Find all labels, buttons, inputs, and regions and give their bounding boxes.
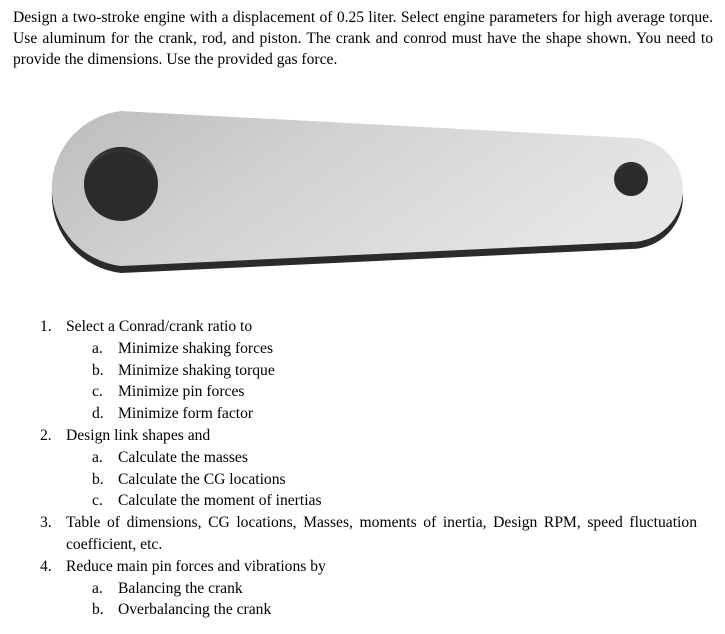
task-list <box>0 316 725 621</box>
subtask-item: a. Balancing the crank <box>92 579 243 597</box>
subtask-item: b. Calculate the CG locations <box>92 470 286 488</box>
subtask-item: b. Overbalancing the crank <box>92 601 272 619</box>
crank-link-figure <box>0 92 725 292</box>
subtask-item: c. Minimize pin forces <box>92 383 245 401</box>
task-number: 1. <box>40 318 52 335</box>
subtask-item: a. Minimize shaking forces <box>92 339 274 357</box>
task-item <box>0 316 725 425</box>
problem-statement: Design a two-stroke engine with a displacement of 0.25 liter. Select engine parameters for high average torque. Use aluminum for the crank, rod, and piston. The crank and conrod must have the shape shown. You need to provide the dimensions. Use the provided gas force. <box>13 9 713 68</box>
subtask-item: c. Calculate the moment of inertias <box>92 492 322 510</box>
task-text: Select a Conrad/crank ratio to <box>66 318 253 335</box>
task-text: Design link shapes and <box>66 426 211 444</box>
task-text: Reduce main pin forces and vibrations by <box>66 557 326 575</box>
task-number: 4. <box>40 557 52 575</box>
task-number: 2. <box>40 426 52 444</box>
subtask-item: b. Minimize shaking torque <box>92 361 275 379</box>
task-item <box>0 425 725 512</box>
task-item <box>0 512 725 556</box>
task-number: 3. <box>40 514 52 532</box>
subtask-item: a. Calculate the masses <box>92 448 248 466</box>
task-text: Table of dimensions, CG locations, Masses, moments of inertia, Design RPM, speed fluctuation coefficient, etc. <box>66 514 697 553</box>
subtask-item: d. Minimize form factor <box>92 405 254 423</box>
link-top-face <box>52 111 683 266</box>
task-item <box>0 556 725 621</box>
